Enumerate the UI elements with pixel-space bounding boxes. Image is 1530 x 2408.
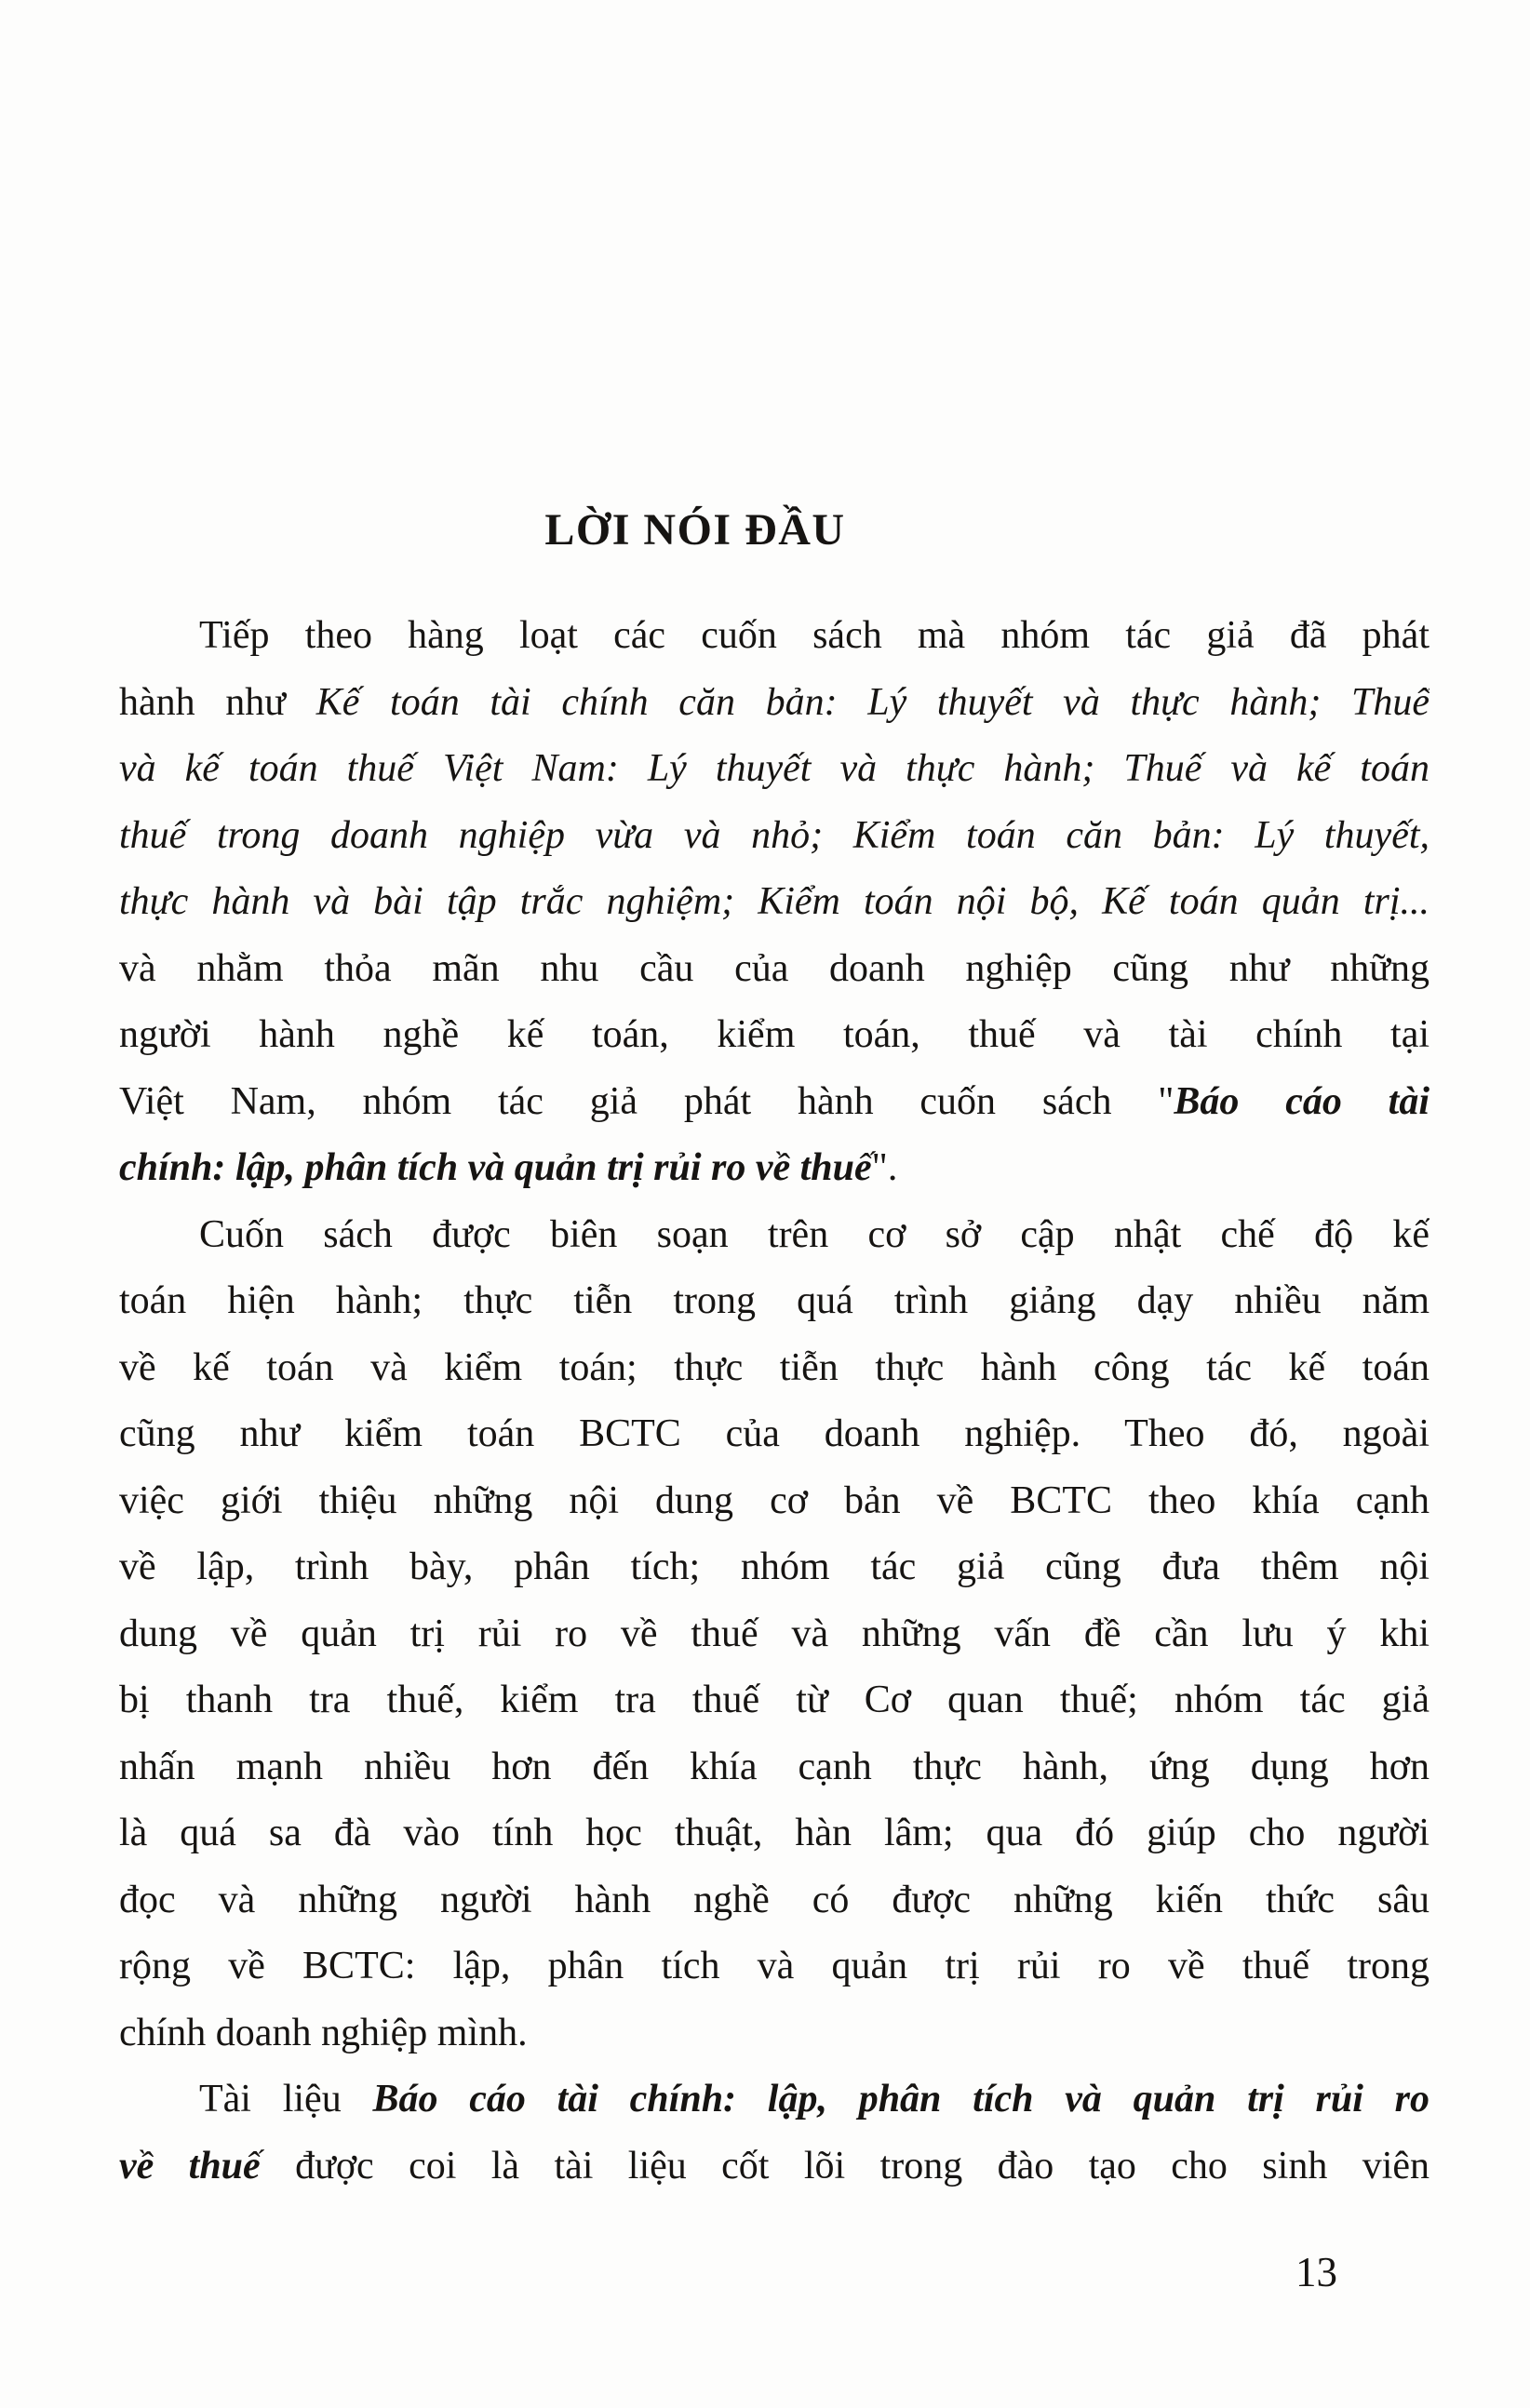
- text-line: [119, 1734, 1429, 1801]
- text-line: [119, 936, 1429, 1003]
- text-line: [119, 1667, 1429, 1734]
- text-line: [119, 1534, 1429, 1601]
- text-line: [119, 1401, 1429, 1468]
- text-line: [119, 803, 1429, 870]
- text-segment-italic: Kế toán tài chính căn bản: Lý thuyết và thực hành; Thuế: [315, 680, 1429, 724]
- body-text: [119, 603, 1429, 2200]
- text-line: [119, 1202, 1429, 1269]
- text-line: [119, 1135, 1429, 1202]
- text-segment-normal: việc giới thiệu những nội dung cơ bản về BCTC theo khía cạnh: [119, 1478, 1429, 1522]
- text-segment-normal: người hành nghề kế toán, kiểm toán, thuế và tài chính tại: [119, 1013, 1429, 1056]
- text-line: [119, 1601, 1429, 1668]
- text-line: [119, 1069, 1429, 1136]
- text-line: [119, 1002, 1429, 1069]
- text-segment-normal: bị thanh tra thuế, kiểm tra thuế từ Cơ quan thuế; nhóm tác giả: [119, 1679, 1429, 1721]
- text-segment-normal: nhấn mạnh nhiều hơn đến khía cạnh thực hành, ứng dụng hơn: [119, 1745, 1429, 1788]
- text-segment-normal: chính doanh nghiệp mình.: [119, 2011, 528, 2054]
- text-segment-bold-italic: chính: lập, phân tích và quản trị rủi ro về thuế: [119, 1146, 872, 1189]
- text-line: [119, 869, 1429, 936]
- text-line: [119, 1800, 1429, 1867]
- text-segment-bold-italic: Báo cáo tài chính: lập, phân tích và quản trị rủi ro: [372, 2078, 1429, 2120]
- text-segment-normal: Tiếp theo hàng loạt các cuốn sách mà nhóm tác giả đã phát: [199, 614, 1429, 657]
- text-line: [119, 1867, 1429, 1934]
- text-segment-normal: về lập, trình bày, phân tích; nhóm tác giả cũng đưa thêm nội: [119, 1545, 1429, 1588]
- text-segment-normal: là quá sa đà vào tính học thuật, hàn lâm; qua đó giúp cho người: [119, 1812, 1429, 1854]
- text-line: [119, 1335, 1429, 1402]
- text-segment-normal: được coi là tài liệu cốt lõi trong đào tạo cho sinh viên: [295, 2144, 1429, 2187]
- text-segment-normal: hành như: [119, 680, 316, 724]
- text-segment-normal: toán hiện hành; thực tiễn trong quá trình giảng dạy nhiều năm: [119, 1279, 1429, 1322]
- text-segment-normal: dung về quản trị rủi ro về thuế và những vấn đề cần lưu ý khi: [119, 1612, 1429, 1655]
- text-segment-normal: rộng về BCTC: lập, phân tích và quản trị rủi ro về thuế trong: [119, 1945, 1429, 1987]
- text-line: [119, 670, 1429, 737]
- text-segment-normal: Tài liệu: [199, 2078, 373, 2120]
- text-line: [119, 2067, 1429, 2134]
- text-line: [119, 603, 1429, 670]
- text-line: [119, 2134, 1429, 2201]
- text-segment-italic: và kế toán thuế Việt Nam: Lý thuyết và thực hành; Thuế và kế toán: [119, 747, 1429, 790]
- text-line: [119, 1468, 1429, 1535]
- text-segment-normal: về kế toán và kiểm toán; thực tiễn thực hành công tác kế toán: [119, 1345, 1429, 1389]
- text-segment-bold-italic: Báo cáo tài: [1174, 1079, 1429, 1123]
- text-segment-normal: và nhằm thỏa mãn nhu cầu của doanh nghiệp cũng như những: [119, 946, 1429, 990]
- text-segment-normal: đọc và những người hành nghề có được những kiến thức sâu: [119, 1878, 1429, 1921]
- text-line: [119, 736, 1429, 803]
- text-segment-normal: Cuốn sách được biên soạn trên cơ sở cập nhật chế độ kế: [199, 1212, 1429, 1256]
- text-segment-normal: Việt Nam, nhóm tác giả phát hành cuốn sách ": [119, 1079, 1174, 1123]
- text-line: [119, 2000, 1429, 2067]
- text-line: [119, 1268, 1429, 1335]
- page-number: 13: [1295, 2249, 1337, 2295]
- page-title: LỜI NÓI ĐẦU: [544, 505, 846, 555]
- text-line: [119, 1933, 1429, 2000]
- text-segment-normal: ".: [871, 1146, 898, 1189]
- text-segment-italic: thuế trong doanh nghiệp vừa và nhỏ; Kiểm toán căn bản: Lý thuyết,: [119, 813, 1429, 857]
- text-segment-italic: thực hành và bài tập trắc nghiệm; Kiểm toán nội bộ, Kế toán quản trị...: [119, 880, 1429, 923]
- text-segment-normal: cũng như kiểm toán BCTC của doanh nghiệp. Theo đó, ngoài: [119, 1412, 1429, 1455]
- text-segment-bold-italic: về thuế: [119, 2144, 296, 2187]
